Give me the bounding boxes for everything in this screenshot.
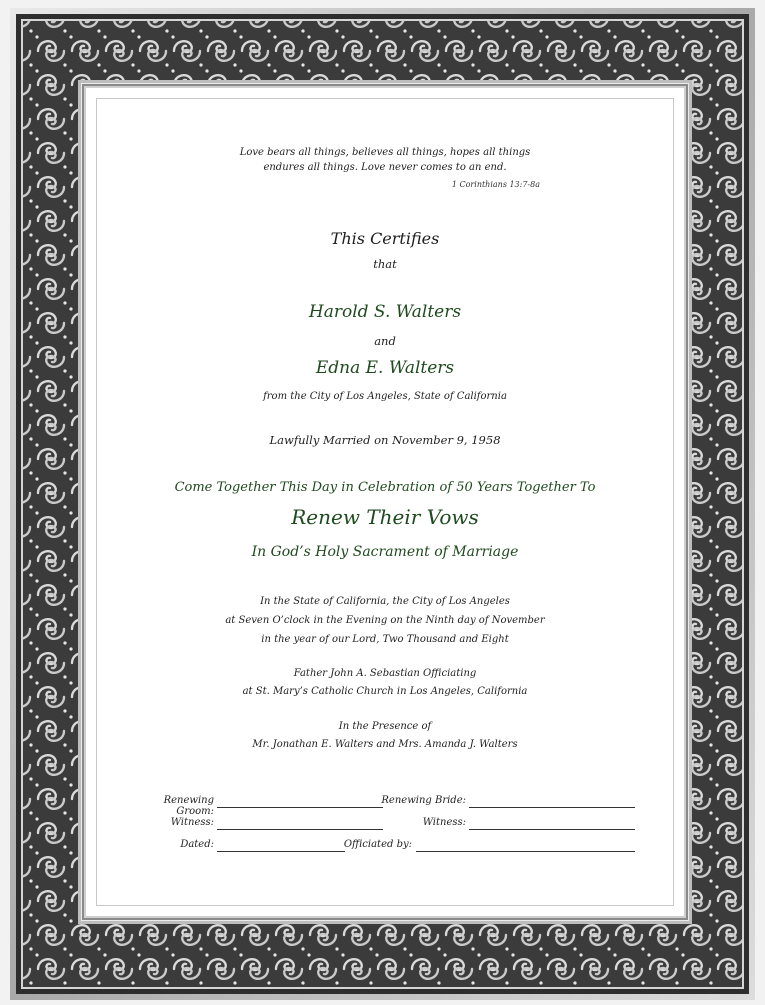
- bride-name: Edna E. Walters: [315, 358, 455, 378]
- signature-row-1: [86, 795, 684, 817]
- renewing-groom-label: Renewing Groom:: [163, 795, 214, 817]
- verse-reference: 1 Corinthians 13:7-8a: [451, 180, 540, 189]
- certifies-heading: This Certifies: [330, 229, 440, 248]
- married-date: Lawfully Married on November 9, 1958: [269, 433, 501, 447]
- dated-line[interactable]: [217, 851, 345, 852]
- that-text: that: [373, 257, 397, 271]
- renew-vows-headline: Renew Their Vows: [291, 505, 479, 529]
- signature-row-2: [86, 817, 684, 831]
- sacrament-text: In God’s Holy Sacrament of Marriage: [251, 544, 519, 560]
- origin-text: from the City of Los Angeles, State of California: [263, 391, 507, 402]
- certificate-paper: [86, 88, 684, 916]
- witness-right-label: Witness:: [422, 817, 466, 828]
- officiant-line-2: at St. Mary’s Catholic Church in Los Angeles, California: [242, 686, 528, 697]
- verse-line-1: Love bears all things, believes all things, hopes all things: [239, 147, 531, 158]
- groom-name: Harold S. Walters: [308, 302, 462, 322]
- witness-left-signature-line[interactable]: [217, 829, 383, 830]
- inner-border: [96, 98, 674, 906]
- presence-line-2: Mr. Jonathan E. Walters and Mrs. Amanda J. Walters: [252, 739, 518, 750]
- signature-row-3: [86, 839, 684, 853]
- dated-label: Dated:: [180, 839, 214, 850]
- presence-line-1: In the Presence of: [338, 721, 432, 732]
- place-line-2: at Seven O’clock in the Evening on the Ninth day of November: [225, 615, 545, 626]
- renewing-groom-signature-line[interactable]: [217, 807, 383, 808]
- renewing-bride-label: Renewing Bride:: [381, 795, 466, 806]
- celebration-text: Come Together This Day in Celebration of 50 Years Together To: [174, 480, 596, 495]
- officiated-by-signature-line[interactable]: [416, 851, 635, 852]
- witness-left-label: Witness:: [170, 817, 214, 828]
- witness-right-signature-line[interactable]: [469, 829, 635, 830]
- place-line-3: in the year of our Lord, Two Thousand and Eight: [261, 634, 509, 645]
- renewing-bride-signature-line[interactable]: [469, 807, 635, 808]
- place-line-1: In the State of California, the City of Los Angeles: [260, 596, 510, 607]
- officiated-by-label: Officiated by:: [343, 839, 412, 850]
- officiant-line-1: Father John A. Sebastian Officiating: [293, 668, 477, 679]
- verse-line-2: endures all things. Love never comes to an end.: [263, 162, 507, 173]
- and-text: and: [374, 334, 396, 348]
